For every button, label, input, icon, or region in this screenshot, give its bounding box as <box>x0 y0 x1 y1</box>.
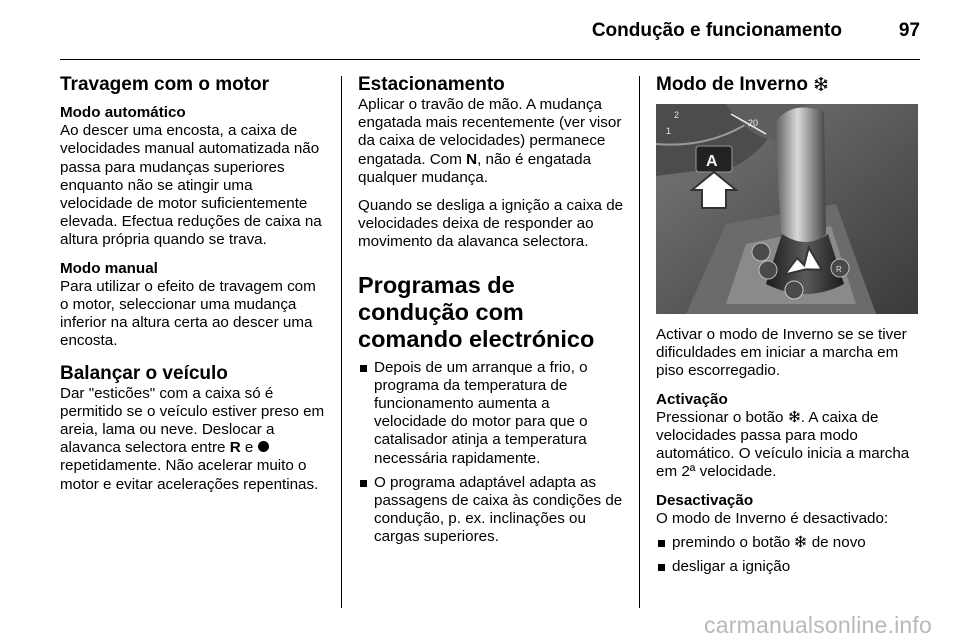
manual-mode-text: Para utilizar o efeito de travagem com o motor, seleccionar uma mudança inferior na altura certa ao descer uma encosta. <box>60 277 316 350</box>
gear-r-key: R <box>229 439 241 457</box>
driving-programs-heading: Programas de condução com comando electrónico <box>358 271 595 352</box>
list-item: O programa adaptável adapta as passagens de caixa às condições de condução, p. ex. inclinações ou cargas superiores. <box>358 474 624 547</box>
column-divider <box>341 76 342 608</box>
activation-heading: Activação <box>656 390 728 408</box>
column-right <box>656 74 922 582</box>
activation-text: Pressionar o botão . A caixa de velocidades passa para modo automático. O veículo inicia a marcha em 2ª velocidade. <box>656 408 910 481</box>
list-item: desligar a ignição <box>656 558 922 576</box>
auto-mode-heading: Modo automático <box>60 104 186 121</box>
winter-mode-heading: Modo de Inverno <box>656 74 922 96</box>
column-left <box>60 74 326 504</box>
neutral-dot-icon <box>258 441 269 452</box>
display-letter: A <box>706 153 718 170</box>
column-divider <box>639 76 640 608</box>
page-number: 97 <box>898 20 920 41</box>
list-item: Depois de um arranque a frio, o programa da temperatura de funcionamento aumenta a velocidade do motor para que o catalisador atinja a temperatura necessária rapidamente. <box>358 359 624 468</box>
gauge-label: 20 <box>748 118 759 128</box>
gear-n-key: N <box>466 150 478 168</box>
gauge-label: 2 <box>674 110 680 120</box>
deactivation-text: O modo de Inverno é desactivado: <box>656 509 889 527</box>
programs-list <box>358 359 624 547</box>
column-middle <box>358 74 624 553</box>
watermark: carmanualsonline.info <box>704 612 932 638</box>
engine-braking-heading: Travagem com o motor <box>60 74 270 95</box>
button-label: R <box>836 265 842 274</box>
parking-heading: Estacionamento <box>358 74 505 95</box>
parking-text: Aplicar o travão de mão. A mudança engatada mais recentemente (ver visor da caixa de velocidades) permanece engatada. Com N, não é engatada qualquer mudança. <box>358 96 622 186</box>
snowflake-icon <box>788 410 801 423</box>
deactivation-heading: Desactivação <box>656 491 754 509</box>
winter-mode-text: Activar o modo de Inverno se se tiver dificuldades em iniciar a marcha em piso escorregadio. <box>656 326 907 380</box>
rocking-text: Dar "esticões" com a caixa só é permitido se o veículo estiver preso em areia, lama ou neve. Deslocar a alavanca selectora entre R e repetidamente. Não acelerar muito o motor e evitar acelerações repentinas. <box>60 384 325 493</box>
page-header <box>60 0 920 60</box>
manual-mode-heading: Modo manual <box>60 259 158 277</box>
gauge-label: 1 <box>666 126 672 136</box>
snowflake-icon <box>794 535 807 548</box>
auto-mode-text: Ao descer uma encosta, a caixa de velocidades manual automatizada não passa para mudanças superiores enquanto não se atingir uma velocidade de motor suficientemente elevada. Efectua reduções de caixa na altura própria quando se trava. <box>60 122 322 249</box>
deactivation-list <box>656 534 922 576</box>
page-title: Condução e funcionamento <box>591 20 842 41</box>
snowflake-icon <box>813 76 829 92</box>
rocking-heading: Balançar o veículo <box>60 362 228 384</box>
parking-text-2: Quando se desliga a ignição a caixa de velocidades deixa de responder ao movimento da alavanca selectora. <box>358 197 624 251</box>
list-item: premindo o botão de novo <box>656 534 922 552</box>
gear-selector-photo <box>656 104 918 314</box>
